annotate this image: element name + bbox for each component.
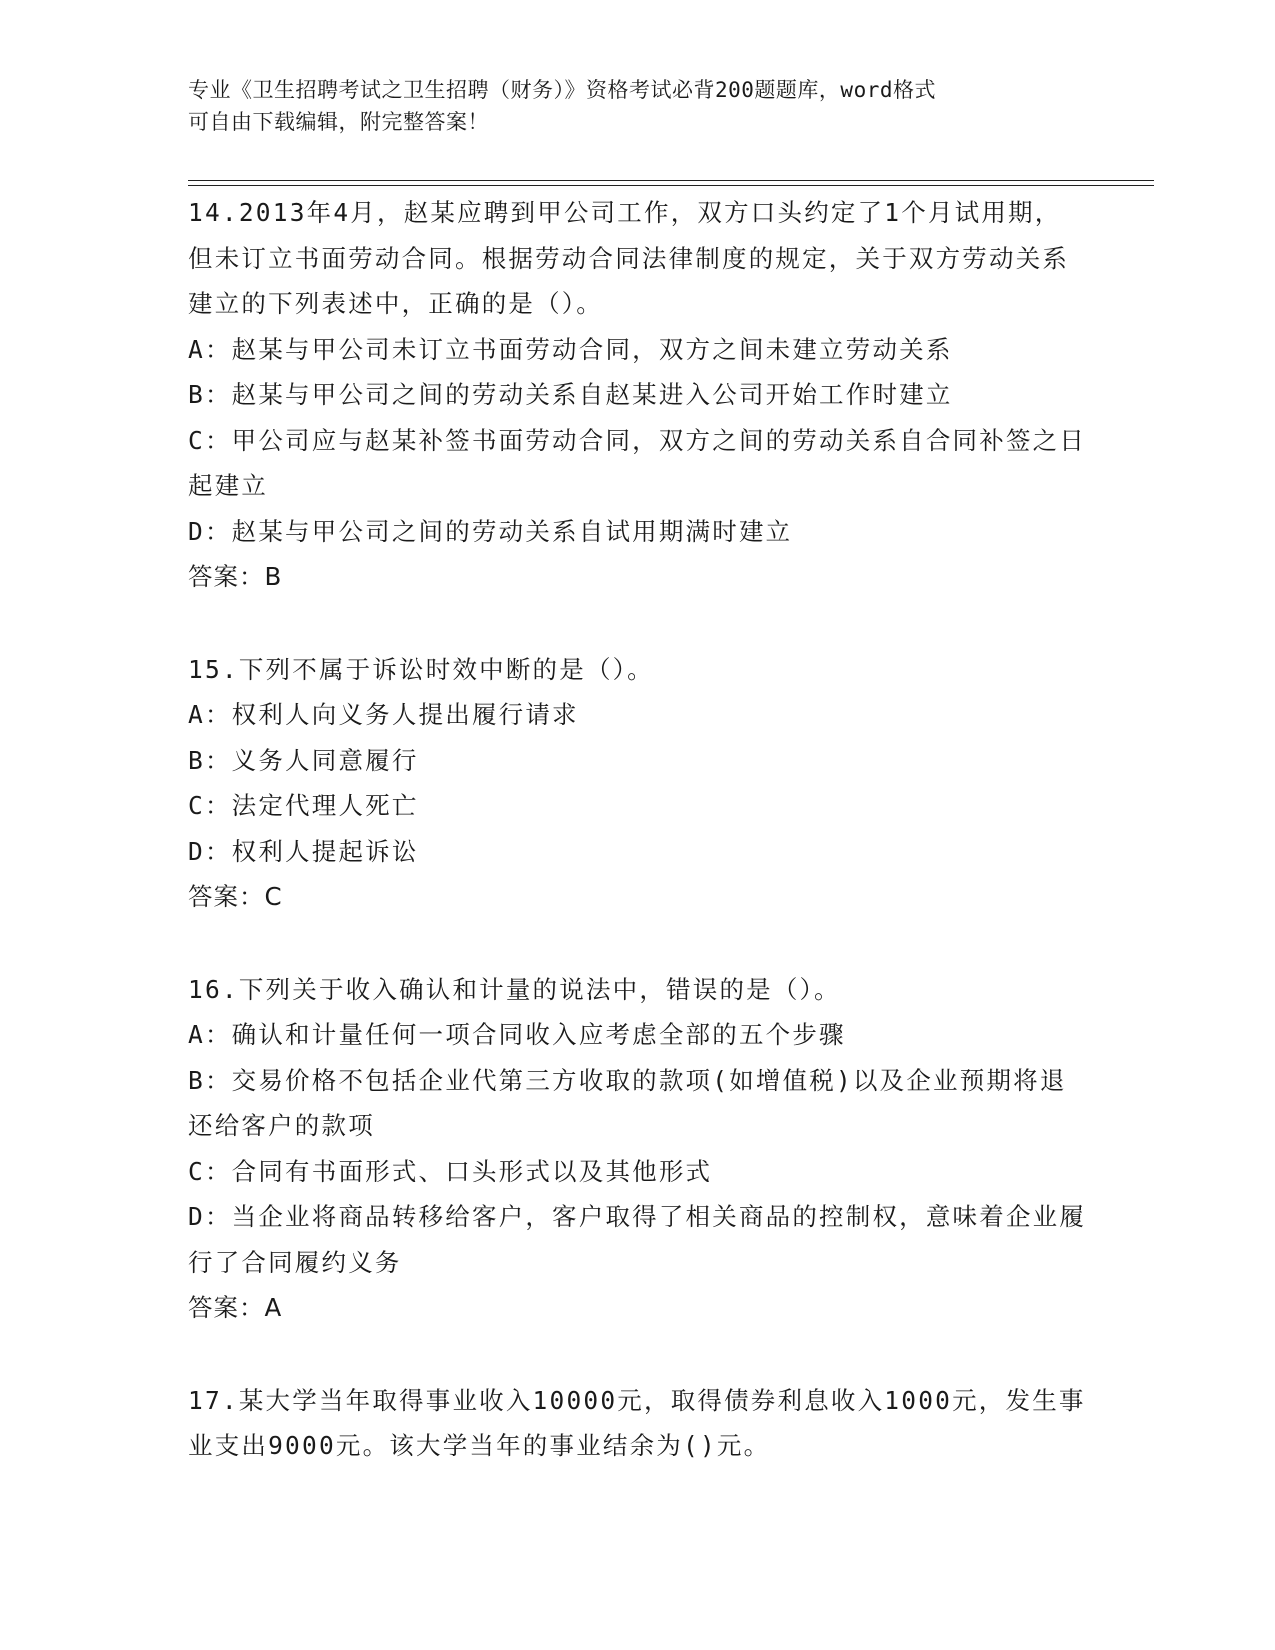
option-d: D：权利人提起诉讼 [188,836,419,866]
answer-line: 答案：C [188,882,283,911]
answer-line: 答案：A [188,1293,283,1322]
option-a: A：权利人向义务人提出履行请求 [188,700,579,729]
header-divider-bottom [188,185,1154,186]
spacer [188,600,1088,647]
header-line-2: 可自由下载编辑，附完整答案！ [188,110,489,134]
question-16 [188,967,1088,1331]
question-15 [188,647,1088,920]
option-c: C：甲公司应与赵某补签书面劳动合同，双方之间的劳动关系自合同补签之日起建立 [188,425,1087,500]
question-stem: 14.2013年4月，赵某应聘到甲公司工作，双方口头约定了1个月试用期，但未订立书面劳动合同。根据劳动合同法律制度的规定，关于双方劳动关系建立的下列表述中，正确的是（）。 [188,198,1070,318]
header-line-1: 专业《卫生招聘考试之卫生招聘（财务）》资格考试必背200题题库，word格式 [188,78,936,102]
question-stem: 17.某大学当年取得事业收入10000元，取得债券利息收入1000元，发生事业支出9000元。该大学当年的事业结余为()元。 [188,1385,1086,1460]
option-c: C：合同有书面形式、口头形式以及其他形式 [188,1156,713,1186]
question-14 [188,190,1088,600]
question-17 [188,1378,1088,1469]
document-header [188,74,1068,138]
option-b: B：赵某与甲公司之间的劳动关系自赵某进入公司开始工作时建立 [188,380,953,409]
spacer [188,920,1088,967]
option-a: A：确认和计量任何一项合同收入应考虑全部的五个步骤 [188,1020,846,1049]
option-d: D：当企业将商品转移给客户，客户取得了相关商品的控制权，意味着企业履行了合同履约义务 [188,1202,1087,1277]
answer-line: 答案：B [188,562,283,591]
question-stem: 16.下列关于收入确认和计量的说法中，错误的是（）。 [188,974,841,1004]
option-d: D：赵某与甲公司之间的劳动关系自试用期满时建立 [188,516,793,546]
question-stem: 15.下列不属于诉讼时效中断的是（）。 [188,654,654,684]
option-c: C：法定代理人死亡 [188,791,419,820]
spacer [188,1331,1088,1378]
header-divider-top [188,180,1154,181]
option-a: A：赵某与甲公司未订立书面劳动合同，双方之间未建立劳动关系 [188,334,953,364]
question-list [188,190,1088,1469]
option-b: B：义务人同意履行 [188,745,419,775]
option-b: B：交易价格不包括企业代第三方收取的款项(如增值税)以及企业预期将退还给客户的款项 [188,1065,1067,1140]
